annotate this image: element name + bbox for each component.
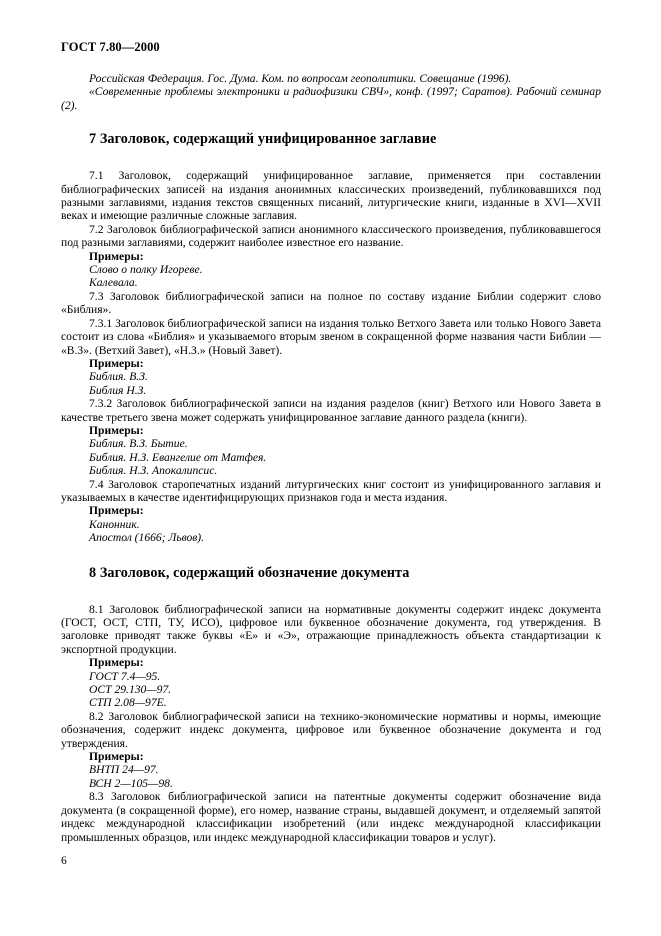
- paragraph-7-3-2: 7.3.2 Заголовок библиографической записи на издания разделов (книг) Ветхого или Нового Завета в качестве третьего звена может содержать унифицированное заглавие данного раздела (книги).: [61, 397, 601, 424]
- example-line: Апостол (1666; Львов).: [89, 531, 205, 545]
- examples-label: Примеры:: [89, 249, 144, 263]
- paragraph-8-2: 8.2 Заголовок библиографической записи на технико-экономические нормативы и нормы, имеющие обозначения, содержит индекс документа, цифровое или буквенное обозначение документа и год утверждения.: [61, 709, 601, 750]
- paragraph-7-3: 7.3 Заголовок библиографической записи на полное по составу издание Библии содержит слово «Библия».: [61, 289, 601, 317]
- document-code-header: ГОСТ 7.80—2000: [61, 40, 160, 54]
- example-line: СТП 2.08—97Е.: [89, 696, 167, 710]
- page-number: 6: [61, 855, 67, 867]
- paragraph-7-1: 7.1 Заголовок, содержащий унифицированное заглавие, применяется при составлении библиографических записей на издания анонимных классических произведений, публиковавшихся под разными заглавиями, издания текстов священных писаний, литургические книги, изданные в XVI—XVII веках и имеющие различные сложные заглавия.: [61, 169, 601, 223]
- section-7-heading: 7 Заголовок, содержащий унифицированное заглавие: [89, 131, 437, 148]
- page-content: [61, 72, 601, 844]
- example-line: ВНТП 24—97.: [89, 763, 159, 777]
- intro-line: «Современные проблемы электроники и радиофизики СВЧ», конф. (1997; Саратов). Рабочий семинар (2).: [61, 85, 601, 112]
- section-8-heading: 8 Заголовок, содержащий обозначение документа: [89, 564, 410, 581]
- examples-label: Примеры:: [89, 356, 144, 370]
- example-line: Библия. В.З. Бытие.: [89, 437, 188, 451]
- example-line: Калевала.: [89, 276, 138, 290]
- examples-label: Примеры:: [89, 423, 144, 437]
- example-line: ГОСТ 7.4—95.: [89, 669, 161, 683]
- examples-label: Примеры:: [89, 750, 144, 764]
- example-line: Библия. В.З.: [89, 370, 148, 384]
- paragraph-7-4: 7.4 Заголовок старопечатных изданий литургических книг состоит из унифицированного заглавия и указываемых в качестве идентифицирующих признаков года и места издания.: [61, 477, 601, 504]
- example-line: Библия. Н.З. Евангелие от Матфея.: [89, 450, 267, 464]
- paragraph-7-2: 7.2 Заголовок библиографической записи анонимного классического произведения, публиковавшегося под разными заглавиями, содержит наиболее известное его название.: [61, 222, 601, 250]
- example-line: Библия Н.З.: [89, 383, 147, 397]
- examples-label: Примеры:: [89, 656, 144, 670]
- intro-line: Российская Федерация. Гос. Дума. Ком. по вопросам геополитики. Совещание (1996).: [89, 72, 512, 85]
- example-line: ВСН 2—105—98.: [89, 776, 173, 790]
- paragraph-7-3-1: 7.3.1 Заголовок библиографической записи на издания только Ветхого Завета или только Нового Завета состоит из слова «Библия» и указываемого вторым звеном в сокращенной форме названия части Библии — «В.З». (Ветхий Завет), «Н.З.» (Новый Завет).: [61, 316, 601, 357]
- paragraph-8-3: 8.3 Заголовок библиографической записи на патентные документы содержит обозначение вида документа (в сокращенной форме), его номер, название страны, выдавшей документ, и отделяемый запятой индекс международной классификации изобретений (или индекс международной классификации промышленных образцов, или индекс международной классификации товаров и услуг).: [61, 790, 601, 844]
- example-line: Канонник.: [89, 517, 140, 531]
- example-line: Библия. Н.З. Апокалипсис.: [89, 464, 218, 478]
- examples-label: Примеры:: [89, 504, 144, 518]
- example-line: Слово о полку Игореве.: [89, 263, 203, 277]
- paragraph-8-1: 8.1 Заголовок библиографической записи на нормативные документы содержит индекс документа (ГОСТ, ОСТ, СТП, ТУ, ИСО), цифровое или буквенное обозначение документа, год утверждения. В заголовке приводят также буквы «Е» и «Э», отражающие принадлежность объекта стандартизации к экспортной продукции.: [61, 602, 601, 656]
- example-line: ОСТ 29.130—97.: [89, 683, 172, 697]
